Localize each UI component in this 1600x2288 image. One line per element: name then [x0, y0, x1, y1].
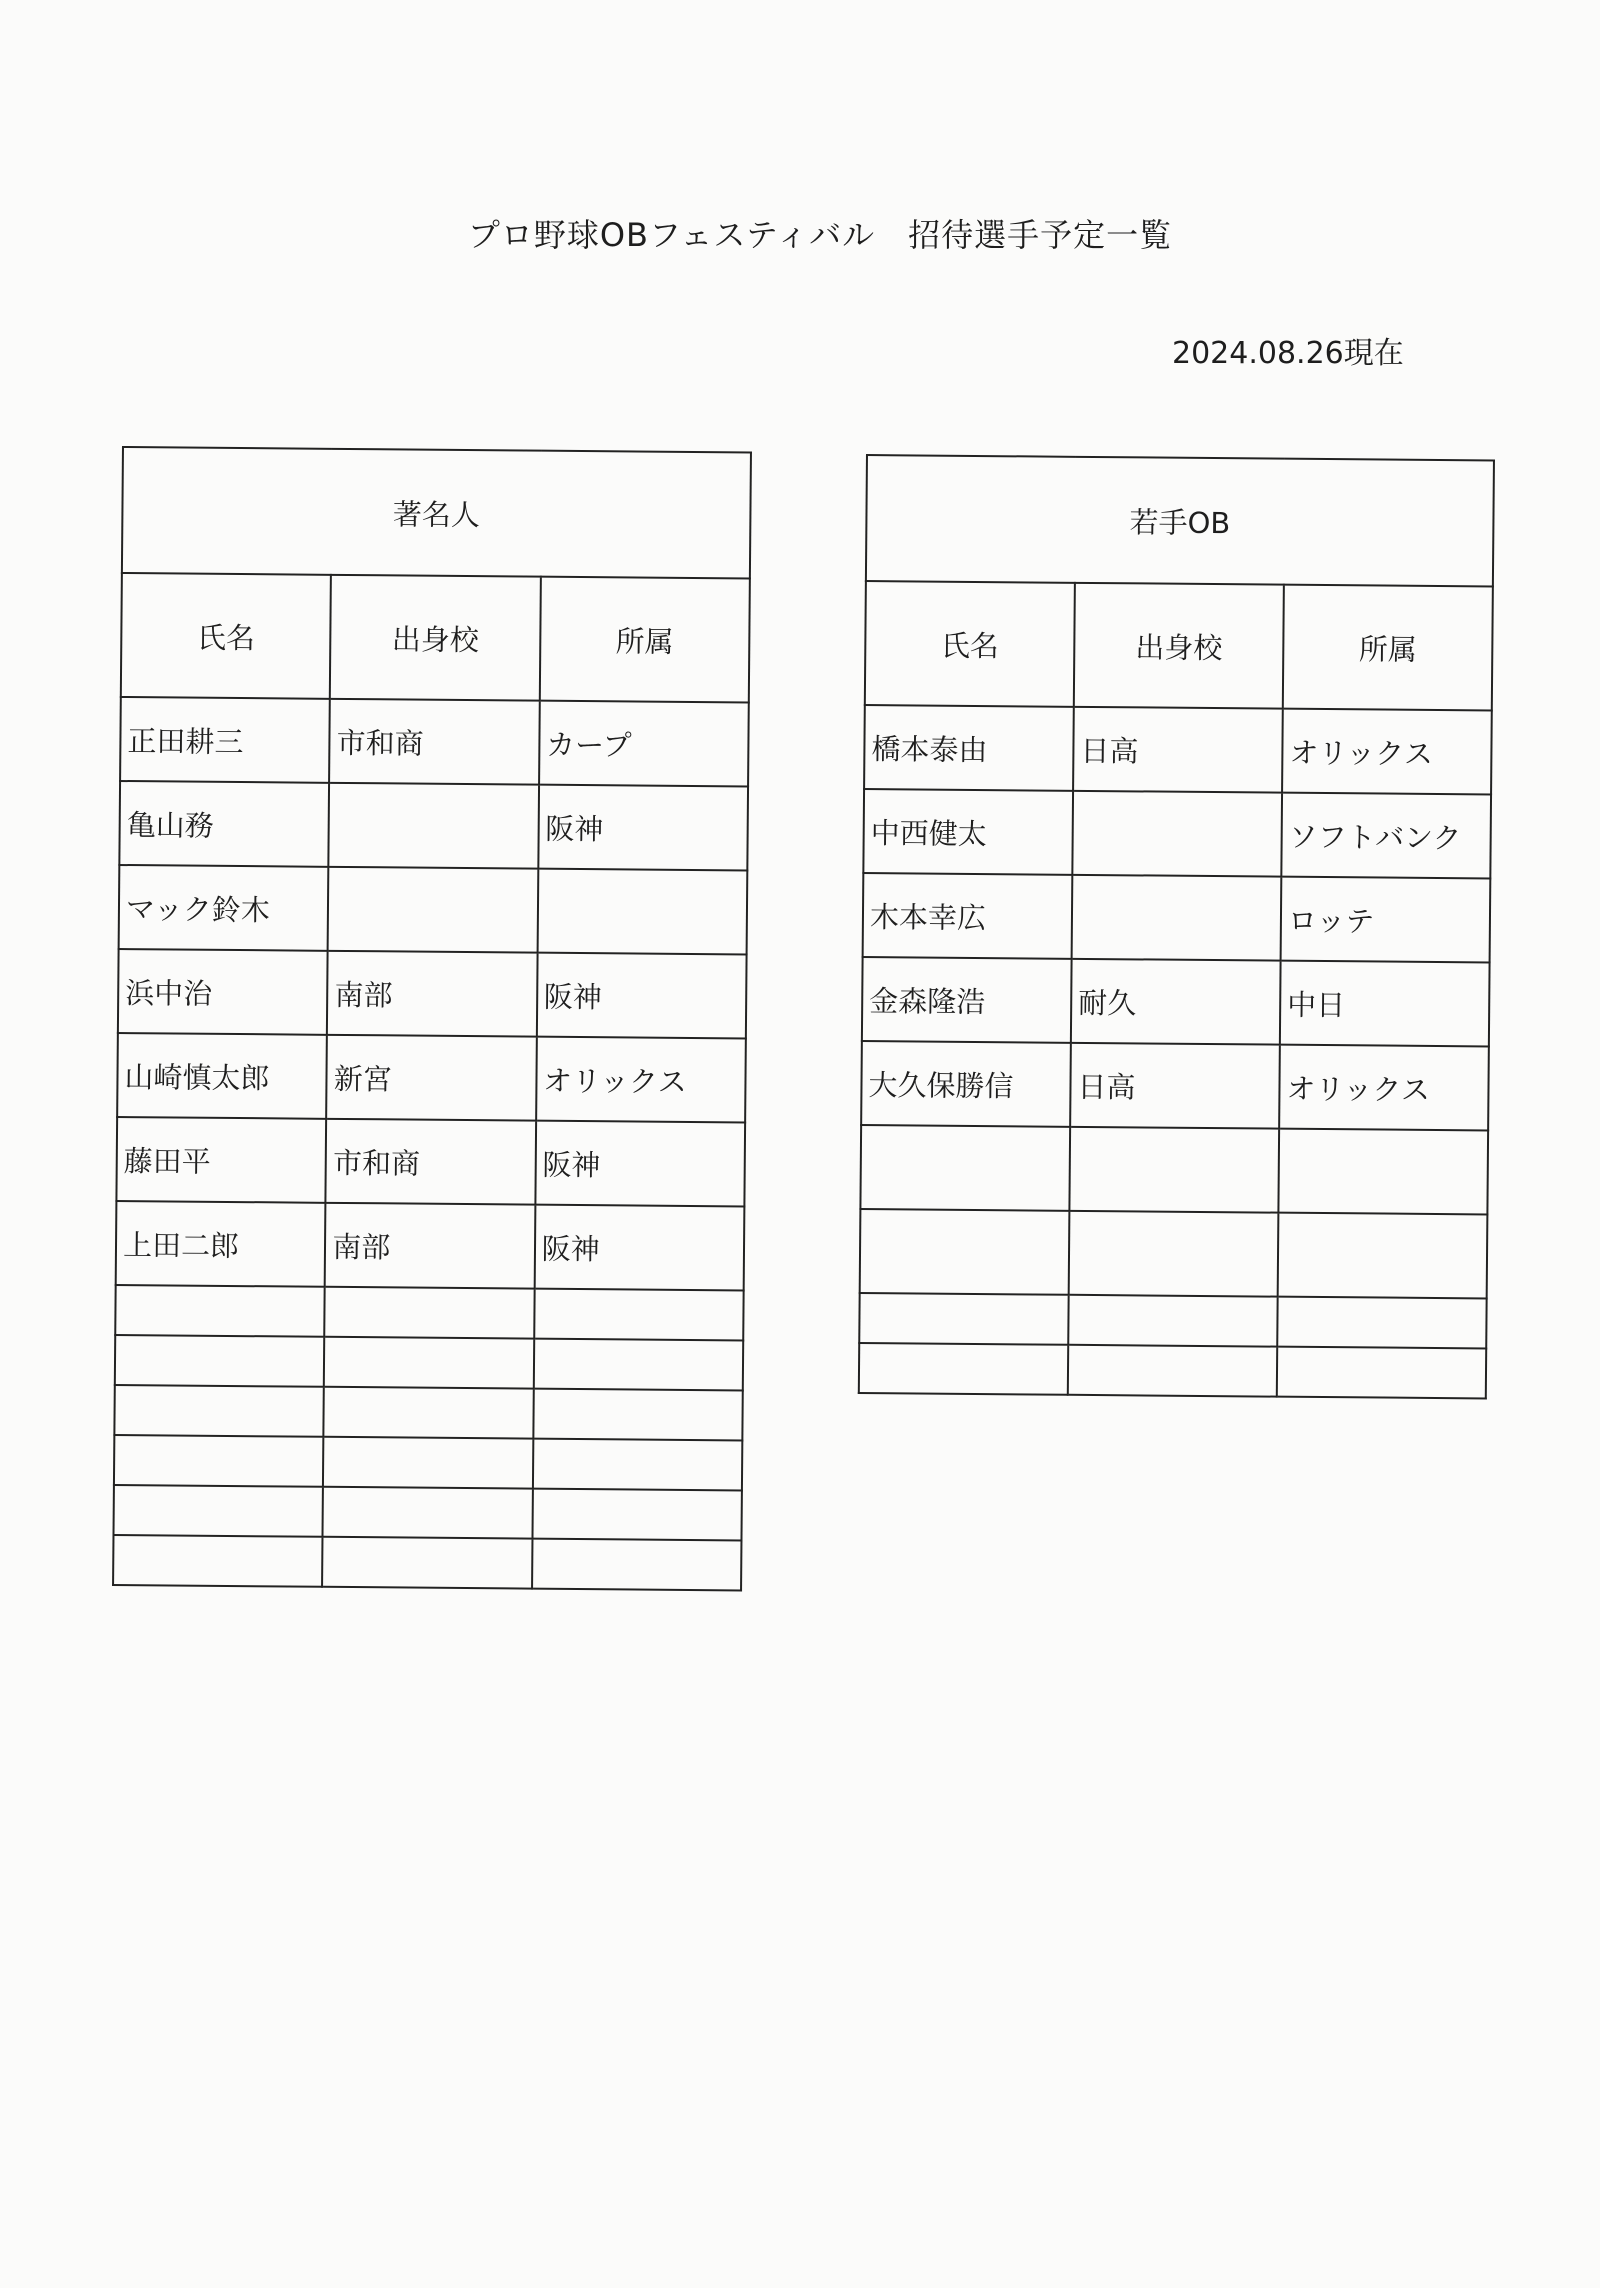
blank-cell — [860, 1125, 1070, 1211]
blank-cell — [1278, 1213, 1488, 1299]
blank-row — [115, 1335, 743, 1390]
blank-cell — [533, 1439, 743, 1491]
table-row — [116, 1117, 745, 1206]
column-header-school: 出身校 — [330, 575, 540, 701]
blank-cell — [533, 1339, 743, 1391]
cell-name: 大久保勝信 — [861, 1041, 1071, 1127]
as-of-date: 2024.08.26現在 — [1172, 336, 1404, 371]
cell-school: 日高 — [1073, 707, 1283, 793]
cell-school — [1072, 791, 1282, 877]
cell-name: 亀山務 — [119, 781, 329, 867]
blank-row — [113, 1485, 741, 1540]
page-title: プロ野球OBフェスティバル 招待選手予定一覧 — [467, 216, 1173, 254]
cell-team: 阪神 — [534, 1205, 744, 1291]
cell-team: 中日 — [1280, 961, 1490, 1047]
table-row — [118, 949, 747, 1038]
cell-name: 正田耕三 — [120, 697, 330, 783]
blank-cell — [324, 1387, 534, 1439]
cell-team: オリックス — [536, 1037, 746, 1123]
blank-cell — [114, 1385, 324, 1437]
cell-school — [329, 783, 539, 869]
blank-row — [114, 1385, 742, 1440]
table-row — [119, 781, 748, 870]
blank-cell — [1069, 1211, 1279, 1297]
blank-cell — [323, 1437, 533, 1489]
celebrity-table — [112, 446, 752, 1591]
young-ob-table — [858, 454, 1495, 1399]
cell-team: カープ — [539, 701, 749, 787]
cell-name: 木本幸広 — [863, 873, 1073, 959]
blank-cell — [859, 1343, 1068, 1395]
blank-cell — [325, 1287, 535, 1339]
cell-team: 阪神 — [538, 785, 748, 871]
blank-row — [859, 1343, 1486, 1398]
blank-cell — [113, 1485, 323, 1537]
blank-row — [115, 1285, 743, 1340]
blank-cell — [1068, 1345, 1277, 1397]
cell-team: 阪神 — [535, 1121, 745, 1207]
column-header-school: 出身校 — [1074, 583, 1284, 709]
cell-name: 藤田平 — [116, 1117, 326, 1203]
blank-cell — [1278, 1129, 1488, 1215]
cell-name: 橋本泰由 — [864, 705, 1074, 791]
blank-cell — [115, 1335, 325, 1387]
cell-school: 市和商 — [329, 699, 539, 785]
cell-school — [328, 867, 538, 953]
column-header-name: 氏名 — [865, 581, 1075, 707]
table-row — [861, 1041, 1489, 1130]
blank-row — [113, 1535, 741, 1590]
blank-cell — [1277, 1297, 1486, 1349]
cell-school: 南部 — [327, 951, 537, 1037]
table-row — [862, 957, 1490, 1046]
cell-name: マック鈴木 — [119, 865, 329, 951]
blank-cell — [1068, 1295, 1277, 1347]
table-row — [863, 789, 1491, 878]
cell-team: 阪神 — [537, 953, 747, 1039]
table-row — [864, 705, 1492, 794]
blank-cell — [859, 1293, 1068, 1345]
blank-cell — [534, 1289, 744, 1341]
cell-team: ソフトバンク — [1281, 793, 1491, 879]
blank-row — [860, 1209, 1488, 1298]
cell-school: 日高 — [1070, 1043, 1280, 1129]
column-header-team: 所属 — [1283, 585, 1493, 711]
table-caption: 著名人 — [122, 447, 751, 578]
blank-row — [114, 1435, 742, 1490]
blank-row — [860, 1125, 1488, 1214]
table-row — [117, 1033, 746, 1122]
table-row — [863, 873, 1491, 962]
table-row — [120, 697, 749, 786]
cell-name: 山崎慎太郎 — [117, 1033, 327, 1119]
cell-name: 上田二郎 — [116, 1201, 326, 1287]
table-row — [116, 1201, 745, 1290]
blank-cell — [1277, 1347, 1486, 1399]
cell-name: 金森隆浩 — [862, 957, 1072, 1043]
cell-name: 中西健太 — [863, 789, 1073, 875]
cell-name: 浜中治 — [118, 949, 328, 1035]
cell-team: オリックス — [1279, 1045, 1489, 1131]
blank-cell — [532, 1539, 742, 1591]
cell-school: 南部 — [325, 1203, 535, 1289]
blank-cell — [1069, 1127, 1279, 1213]
cell-team: オリックス — [1282, 709, 1492, 795]
cell-school — [1072, 875, 1282, 961]
table-row — [119, 865, 748, 954]
column-header-name: 氏名 — [121, 573, 331, 699]
blank-cell — [115, 1285, 325, 1337]
cell-team: ロッテ — [1281, 877, 1491, 963]
cell-team — [537, 869, 747, 955]
blank-cell — [113, 1535, 323, 1587]
blank-row — [859, 1293, 1486, 1348]
blank-cell — [114, 1435, 324, 1487]
blank-cell — [323, 1487, 533, 1539]
cell-school: 市和商 — [326, 1119, 536, 1205]
blank-cell — [324, 1337, 534, 1389]
table-caption: 若手OB — [866, 455, 1494, 586]
blank-cell — [533, 1389, 743, 1441]
blank-cell — [860, 1209, 1070, 1295]
cell-school: 耐久 — [1071, 959, 1281, 1045]
cell-school: 新宮 — [326, 1035, 536, 1121]
blank-cell — [532, 1489, 742, 1541]
blank-cell — [322, 1537, 532, 1589]
column-header-team: 所属 — [539, 577, 749, 703]
